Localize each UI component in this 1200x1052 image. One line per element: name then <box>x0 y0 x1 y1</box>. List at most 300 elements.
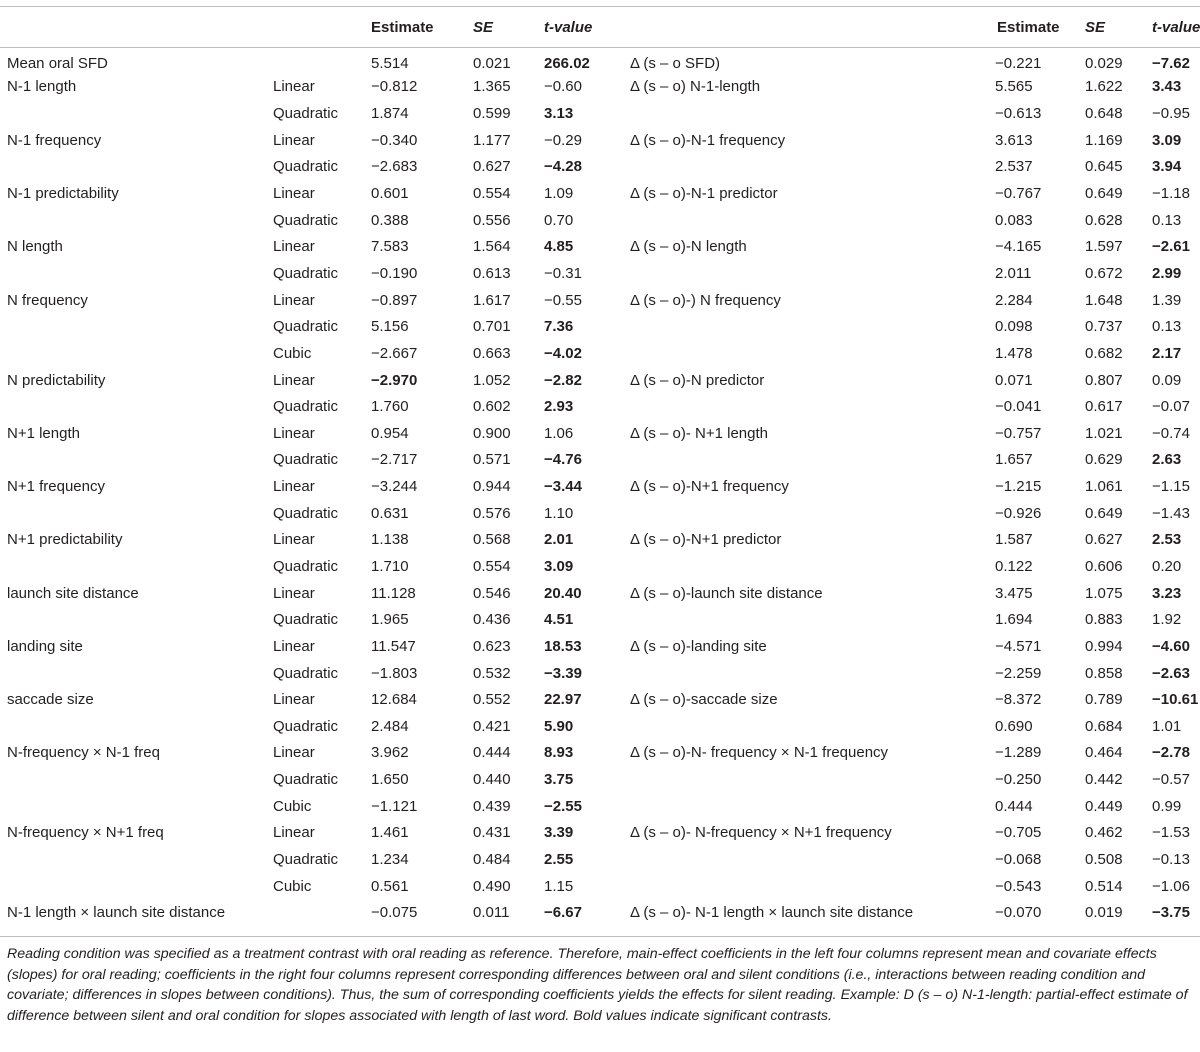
tvalue-right-cell: 2.63 <box>1152 451 1182 469</box>
term-cell: Cubic <box>273 797 312 815</box>
contrast-cell <box>630 313 955 340</box>
tvalue-left-cell: 8.93 <box>544 744 574 762</box>
table-row <box>0 180 1200 207</box>
variable-cell <box>0 873 273 900</box>
estimate-left-cell: 3.962 <box>371 744 409 762</box>
table-body <box>0 47 1200 926</box>
estimate-left-cell: 0.954 <box>371 424 409 442</box>
se-left-cell: 0.421 <box>473 717 511 735</box>
contrast-cell: Δ (s – o)- N+1 length <box>630 424 769 442</box>
table-row <box>0 606 1200 633</box>
se-left-cell: 1.617 <box>473 291 511 309</box>
header-se-right: SE <box>1085 18 1106 36</box>
estimate-right-cell: 1.657 <box>995 451 1033 469</box>
estimate-left-cell: −2.970 <box>371 371 418 389</box>
table-row <box>0 633 1200 660</box>
contrast-cell: Δ (s – o)-N-1 predictor <box>630 185 778 203</box>
estimate-left-cell: 2.484 <box>371 717 409 735</box>
tvalue-left-cell: 5.90 <box>544 717 574 735</box>
se-right-cell: 0.682 <box>1085 344 1123 362</box>
se-left-cell: 0.613 <box>473 264 511 282</box>
tvalue-left-cell: 0.70 <box>544 211 574 229</box>
estimate-left-cell: −0.340 <box>371 131 418 149</box>
se-right-cell: 0.449 <box>1085 797 1123 815</box>
estimate-left-cell: 1.710 <box>371 557 409 575</box>
term-cell: Linear <box>273 371 315 389</box>
estimate-left-cell: 1.461 <box>371 824 409 842</box>
tvalue-left-cell: 1.15 <box>544 877 574 895</box>
tvalue-left-cell: 266.02 <box>544 54 590 72</box>
se-left-cell: 0.431 <box>473 824 511 842</box>
variable-cell <box>0 393 273 420</box>
se-right-cell: 0.648 <box>1085 105 1123 123</box>
term-cell: Quadratic <box>273 211 339 229</box>
contrast-cell: Δ (s – o)-launch site distance <box>630 584 823 602</box>
tvalue-right-cell: 3.43 <box>1152 78 1182 96</box>
estimate-left-cell: 0.561 <box>371 877 409 895</box>
se-left-cell: 0.571 <box>473 451 511 469</box>
variable-cell: landing site <box>7 637 83 655</box>
estimate-left-cell: 0.388 <box>371 211 409 229</box>
estimate-right-cell: −0.070 <box>995 904 1042 922</box>
estimate-right-cell: −0.221 <box>995 54 1042 72</box>
table-row <box>0 527 1200 554</box>
header-tvalue-right: t-value <box>1152 18 1200 36</box>
estimate-right-cell: −0.041 <box>995 398 1042 416</box>
se-right-cell: 1.597 <box>1085 238 1123 256</box>
tvalue-left-cell: −0.60 <box>544 78 582 96</box>
variable-cell <box>0 207 273 234</box>
term-cell: Quadratic <box>273 451 339 469</box>
term-cell: Linear <box>273 185 315 203</box>
se-right-cell: 1.061 <box>1085 478 1123 496</box>
se-left-cell: 0.556 <box>473 211 511 229</box>
se-left-cell: 0.436 <box>473 611 511 629</box>
variable-cell: N+1 predictability <box>7 531 123 549</box>
contrast-cell <box>630 553 955 580</box>
contrast-cell <box>630 766 955 793</box>
tvalue-right-cell: 3.09 <box>1152 131 1182 149</box>
table-row <box>0 287 1200 314</box>
term-cell: Linear <box>273 238 315 256</box>
variable-cell: N-1 predictability <box>7 185 119 203</box>
se-left-cell: 0.627 <box>473 158 511 176</box>
contrast-cell: Δ (s – o)- N-frequency × N+1 frequency <box>630 824 892 842</box>
contrast-cell: Δ (s – o SFD) <box>630 54 721 72</box>
estimate-right-cell: 0.690 <box>995 717 1033 735</box>
se-right-cell: 0.737 <box>1085 318 1123 336</box>
tvalue-left-cell: −0.55 <box>544 291 582 309</box>
table-row <box>0 900 1200 927</box>
se-left-cell: 0.484 <box>473 851 511 869</box>
tvalue-right-cell: −1.43 <box>1152 504 1190 522</box>
tvalue-right-cell: −3.75 <box>1152 904 1190 922</box>
variable-cell <box>0 553 273 580</box>
variable-cell <box>0 313 273 340</box>
tvalue-left-cell: −3.44 <box>544 478 582 496</box>
se-right-cell: 0.883 <box>1085 611 1123 629</box>
tvalue-left-cell: 20.40 <box>544 584 582 602</box>
tvalue-right-cell: −0.95 <box>1152 105 1190 123</box>
variable-cell <box>0 606 273 633</box>
estimate-right-cell: −1.289 <box>995 744 1042 762</box>
footnote-text: Reading condition was specified as a treatment contrast with oral reading as reference. Therefore, main-effect coefficients in the left four columns represent mean and covariate effects (slopes) for oral reading; coefficients in the right four columns represent corresponding differences between oral and silent conditions (i.e., interactions between reading condition and covariate; differences in slopes between conditions). Thus, the sum of corresponding coefficients yields the effects for silent reading. Example: D (s – o) N-1-length: partial-effect estimate of difference between silent and oral condition for slopes associated with length of last word. Bold values indicate significant contrasts. <box>7 946 1188 1024</box>
variable-cell: N+1 frequency <box>7 478 105 496</box>
estimate-right-cell: 0.071 <box>995 371 1033 389</box>
tvalue-left-cell: 1.10 <box>544 504 574 522</box>
term-cell: Quadratic <box>273 318 339 336</box>
se-right-cell: 0.649 <box>1085 504 1123 522</box>
contrast-cell: Δ (s – o)-N- frequency × N-1 frequency <box>630 744 889 762</box>
term-cell: Linear <box>273 131 315 149</box>
term-cell <box>273 900 371 927</box>
estimate-right-cell: −4.571 <box>995 637 1042 655</box>
table-row <box>0 47 1200 74</box>
se-right-cell: 0.606 <box>1085 557 1123 575</box>
tvalue-right-cell: 2.53 <box>1152 531 1182 549</box>
tvalue-right-cell: −1.53 <box>1152 824 1190 842</box>
tvalue-right-cell: −7.62 <box>1152 54 1190 72</box>
se-left-cell: 0.532 <box>473 664 511 682</box>
se-left-cell: 0.546 <box>473 584 511 602</box>
tvalue-left-cell: −4.76 <box>544 451 582 469</box>
estimate-left-cell: −0.812 <box>371 78 418 96</box>
tvalue-right-cell: 0.13 <box>1152 318 1182 336</box>
term-cell: Quadratic <box>273 264 339 282</box>
contrast-cell: Δ (s – o)-N+1 predictor <box>630 531 782 549</box>
estimate-right-cell: −0.926 <box>995 504 1042 522</box>
se-right-cell: 0.645 <box>1085 158 1123 176</box>
tvalue-right-cell: 0.09 <box>1152 371 1182 389</box>
table-row <box>0 713 1200 740</box>
contrast-cell <box>630 846 955 873</box>
se-right-cell: 0.807 <box>1085 371 1123 389</box>
table-row <box>0 447 1200 474</box>
tvalue-right-cell: −2.78 <box>1152 744 1190 762</box>
tvalue-right-cell: 0.13 <box>1152 211 1182 229</box>
variable-cell: launch site distance <box>7 584 139 602</box>
tvalue-left-cell: −2.82 <box>544 371 582 389</box>
se-left-cell: 0.602 <box>473 398 511 416</box>
table-row <box>0 154 1200 181</box>
estimate-right-cell: 5.565 <box>995 78 1033 96</box>
tvalue-left-cell: 4.51 <box>544 611 574 629</box>
se-right-cell: 0.462 <box>1085 824 1123 842</box>
tvalue-left-cell: −4.02 <box>544 344 582 362</box>
se-left-cell: 0.439 <box>473 797 511 815</box>
tvalue-right-cell: −4.60 <box>1152 637 1190 655</box>
tvalue-right-cell: −1.06 <box>1152 877 1190 895</box>
estimate-left-cell: 1.234 <box>371 851 409 869</box>
table-row <box>0 367 1200 394</box>
table-row <box>0 473 1200 500</box>
table-row <box>0 580 1200 607</box>
table-row <box>0 820 1200 847</box>
term-cell: Quadratic <box>273 611 339 629</box>
tvalue-left-cell: 2.01 <box>544 531 574 549</box>
estimate-right-cell: −2.259 <box>995 664 1042 682</box>
se-right-cell: 0.508 <box>1085 851 1123 869</box>
se-right-cell: 0.628 <box>1085 211 1123 229</box>
variable-cell: N-frequency × N-1 freq <box>7 744 160 762</box>
tvalue-right-cell: 3.23 <box>1152 584 1182 602</box>
contrast-cell <box>630 606 955 633</box>
se-left-cell: 0.021 <box>473 54 511 72</box>
variable-cell <box>0 766 273 793</box>
tvalue-right-cell: 2.17 <box>1152 344 1182 362</box>
variable-cell <box>0 100 273 127</box>
contrast-cell <box>630 154 955 181</box>
variable-cell <box>0 447 273 474</box>
se-right-cell: 1.021 <box>1085 424 1123 442</box>
estimate-right-cell: 0.083 <box>995 211 1033 229</box>
term-cell: Cubic <box>273 344 312 362</box>
contrast-cell: Δ (s – o)-N predictor <box>630 371 765 389</box>
contrast-cell <box>630 713 955 740</box>
estimate-right-cell: 3.613 <box>995 131 1033 149</box>
estimate-left-cell: −1.803 <box>371 664 418 682</box>
variable-cell: N+1 length <box>7 424 80 442</box>
estimate-right-cell: −8.372 <box>995 691 1042 709</box>
tvalue-left-cell: 18.53 <box>544 637 582 655</box>
table-row <box>0 340 1200 367</box>
term-cell: Linear <box>273 291 315 309</box>
tvalue-right-cell: −10.61 <box>1152 691 1199 709</box>
se-right-cell: 0.858 <box>1085 664 1123 682</box>
variable-cell <box>0 500 273 527</box>
tvalue-left-cell: −0.29 <box>544 131 582 149</box>
se-right-cell: 0.627 <box>1085 531 1123 549</box>
header-tvalue-left: t-value <box>544 18 593 36</box>
contrast-cell <box>630 207 955 234</box>
se-right-cell: 0.464 <box>1085 744 1123 762</box>
se-right-cell: 0.617 <box>1085 398 1123 416</box>
table-row <box>0 873 1200 900</box>
tvalue-left-cell: 22.97 <box>544 691 582 709</box>
estimate-left-cell: 7.583 <box>371 238 409 256</box>
estimate-left-cell: 1.650 <box>371 771 409 789</box>
estimate-left-cell: 1.760 <box>371 398 409 416</box>
estimate-right-cell: −0.543 <box>995 877 1042 895</box>
estimate-left-cell: −2.667 <box>371 344 418 362</box>
contrast-cell: Δ (s – o)-N-1 frequency <box>630 131 786 149</box>
se-left-cell: 1.365 <box>473 78 511 96</box>
estimate-left-cell: 1.965 <box>371 611 409 629</box>
estimate-right-cell: 2.011 <box>995 264 1032 282</box>
table-row <box>0 846 1200 873</box>
tvalue-right-cell: 2.99 <box>1152 264 1182 282</box>
table-row <box>0 660 1200 687</box>
estimate-right-cell: −0.757 <box>995 424 1042 442</box>
tvalue-left-cell: −2.55 <box>544 797 582 815</box>
se-right-cell: 0.629 <box>1085 451 1123 469</box>
bottom-rule <box>0 936 1200 937</box>
estimate-right-cell: −0.705 <box>995 824 1042 842</box>
table-footnote <box>7 944 1195 1026</box>
se-left-cell: 0.576 <box>473 504 511 522</box>
estimate-right-cell: −0.613 <box>995 105 1042 123</box>
se-right-cell: 0.789 <box>1085 691 1123 709</box>
term-cell: Linear <box>273 824 315 842</box>
contrast-cell: Δ (s – o) N-1-length <box>630 78 761 96</box>
contrast-cell <box>630 393 955 420</box>
variable-cell: Mean oral SFD <box>7 54 108 72</box>
se-left-cell: 0.444 <box>473 744 511 762</box>
se-left-cell: 0.552 <box>473 691 511 709</box>
header-se-left: SE <box>473 18 494 36</box>
table-row <box>0 686 1200 713</box>
term-cell: Quadratic <box>273 717 339 735</box>
variable-cell <box>0 340 273 367</box>
estimate-right-cell: 1.478 <box>995 344 1033 362</box>
tvalue-right-cell: −0.07 <box>1152 398 1190 416</box>
estimate-left-cell: −3.244 <box>371 478 418 496</box>
tvalue-left-cell: 3.09 <box>544 557 574 575</box>
se-right-cell: 1.169 <box>1085 131 1123 149</box>
header-row <box>0 7 1200 47</box>
contrast-cell <box>630 873 955 900</box>
estimate-right-cell: −1.215 <box>995 478 1042 496</box>
se-left-cell: 0.554 <box>473 185 511 203</box>
estimate-right-cell: 0.444 <box>995 797 1033 815</box>
term-cell: Linear <box>273 691 315 709</box>
tvalue-right-cell: −0.13 <box>1152 851 1190 869</box>
se-left-cell: 0.568 <box>473 531 511 549</box>
se-right-cell: 0.994 <box>1085 637 1123 655</box>
se-right-cell: 0.514 <box>1085 877 1123 895</box>
contrast-cell <box>630 447 955 474</box>
term-cell: Linear <box>273 78 315 96</box>
estimate-left-cell: 1.138 <box>371 531 409 549</box>
tvalue-right-cell: 1.92 <box>1152 611 1182 629</box>
term-cell <box>273 47 371 74</box>
term-cell: Quadratic <box>273 851 339 869</box>
estimate-right-cell: 0.122 <box>995 557 1033 575</box>
tvalue-left-cell: −4.28 <box>544 158 582 176</box>
contrast-cell <box>630 340 955 367</box>
tvalue-left-cell: 1.06 <box>544 424 574 442</box>
term-cell: Linear <box>273 637 315 655</box>
tvalue-right-cell: −1.15 <box>1152 478 1190 496</box>
variable-cell <box>0 660 273 687</box>
tvalue-right-cell: 1.39 <box>1152 291 1182 309</box>
se-right-cell: 1.075 <box>1085 584 1123 602</box>
term-cell: Linear <box>273 744 315 762</box>
contrast-cell: Δ (s – o)-) N frequency <box>630 291 781 309</box>
se-left-cell: 0.554 <box>473 557 511 575</box>
estimate-left-cell: 12.684 <box>371 691 417 709</box>
header-contrast <box>630 7 955 47</box>
estimate-right-cell: −4.165 <box>995 238 1042 256</box>
variable-cell <box>0 793 273 820</box>
tvalue-left-cell: −0.31 <box>544 264 582 282</box>
coefficients-table <box>0 7 1200 926</box>
estimate-left-cell: −2.683 <box>371 158 418 176</box>
estimate-right-cell: 2.284 <box>995 291 1033 309</box>
term-cell: Linear <box>273 424 315 442</box>
tvalue-right-cell: −0.57 <box>1152 771 1190 789</box>
se-left-cell: 0.944 <box>473 478 511 496</box>
header-estimate-right: Estimate <box>997 18 1060 36</box>
tvalue-right-cell: 1.01 <box>1152 717 1182 735</box>
table-row <box>0 127 1200 154</box>
estimate-right-cell: 3.475 <box>995 584 1033 602</box>
se-right-cell: 0.442 <box>1085 771 1123 789</box>
variable-cell: N length <box>7 238 63 256</box>
estimate-left-cell: 0.631 <box>371 504 409 522</box>
term-cell: Quadratic <box>273 771 339 789</box>
estimate-left-cell: 0.601 <box>371 185 409 203</box>
se-left-cell: 0.440 <box>473 771 511 789</box>
estimate-right-cell: −0.068 <box>995 851 1042 869</box>
variable-cell: N-1 frequency <box>7 131 102 149</box>
contrast-cell <box>630 793 955 820</box>
term-cell: Quadratic <box>273 557 339 575</box>
term-cell: Quadratic <box>273 664 339 682</box>
estimate-right-cell: −0.767 <box>995 185 1042 203</box>
variable-cell <box>0 260 273 287</box>
variable-cell: N-1 length <box>7 78 77 96</box>
table-row <box>0 766 1200 793</box>
contrast-cell: Δ (s – o)-landing site <box>630 637 767 655</box>
estimate-left-cell: −0.075 <box>371 904 418 922</box>
contrast-cell <box>630 500 955 527</box>
estimate-left-cell: −0.897 <box>371 291 418 309</box>
tvalue-left-cell: 2.55 <box>544 851 574 869</box>
contrast-cell: Δ (s – o)-N length <box>630 238 747 256</box>
term-cell: Quadratic <box>273 158 339 176</box>
se-right-cell: 0.029 <box>1085 54 1123 72</box>
table-row <box>0 207 1200 234</box>
estimate-right-cell: −0.250 <box>995 771 1042 789</box>
contrast-cell: Δ (s – o)- N-1 length × launch site distance <box>630 904 914 922</box>
table-row <box>0 740 1200 767</box>
variable-cell: N frequency <box>7 291 88 309</box>
estimate-right-cell: 1.694 <box>995 611 1033 629</box>
tvalue-right-cell: −2.63 <box>1152 664 1190 682</box>
term-cell: Quadratic <box>273 398 339 416</box>
estimate-left-cell: 5.156 <box>371 318 409 336</box>
term-cell: Quadratic <box>273 105 339 123</box>
estimate-left-cell: 1.874 <box>371 105 409 123</box>
estimate-left-cell: −2.717 <box>371 451 418 469</box>
contrast-cell <box>630 260 955 287</box>
variable-cell: N-1 length × launch site distance <box>7 904 226 922</box>
table-row <box>0 553 1200 580</box>
estimate-right-cell: 0.098 <box>995 318 1033 336</box>
tvalue-right-cell: 3.94 <box>1152 158 1182 176</box>
se-left-cell: 0.663 <box>473 344 511 362</box>
se-right-cell: 0.672 <box>1085 264 1123 282</box>
estimate-left-cell: 11.128 <box>371 584 416 602</box>
table-row <box>0 793 1200 820</box>
term-cell: Quadratic <box>273 504 339 522</box>
se-right-cell: 1.622 <box>1085 78 1123 96</box>
table-row <box>0 420 1200 447</box>
se-left-cell: 0.623 <box>473 637 511 655</box>
tvalue-right-cell: −2.61 <box>1152 238 1190 256</box>
header-term <box>273 7 371 47</box>
term-cell: Linear <box>273 584 315 602</box>
se-right-cell: 0.019 <box>1085 904 1123 922</box>
estimate-left-cell: −1.121 <box>371 797 418 815</box>
variable-cell <box>0 154 273 181</box>
tvalue-left-cell: 3.13 <box>544 105 574 123</box>
tvalue-left-cell: 1.09 <box>544 185 574 203</box>
se-left-cell: 0.011 <box>473 904 510 922</box>
table-row <box>0 233 1200 260</box>
table-row <box>0 500 1200 527</box>
